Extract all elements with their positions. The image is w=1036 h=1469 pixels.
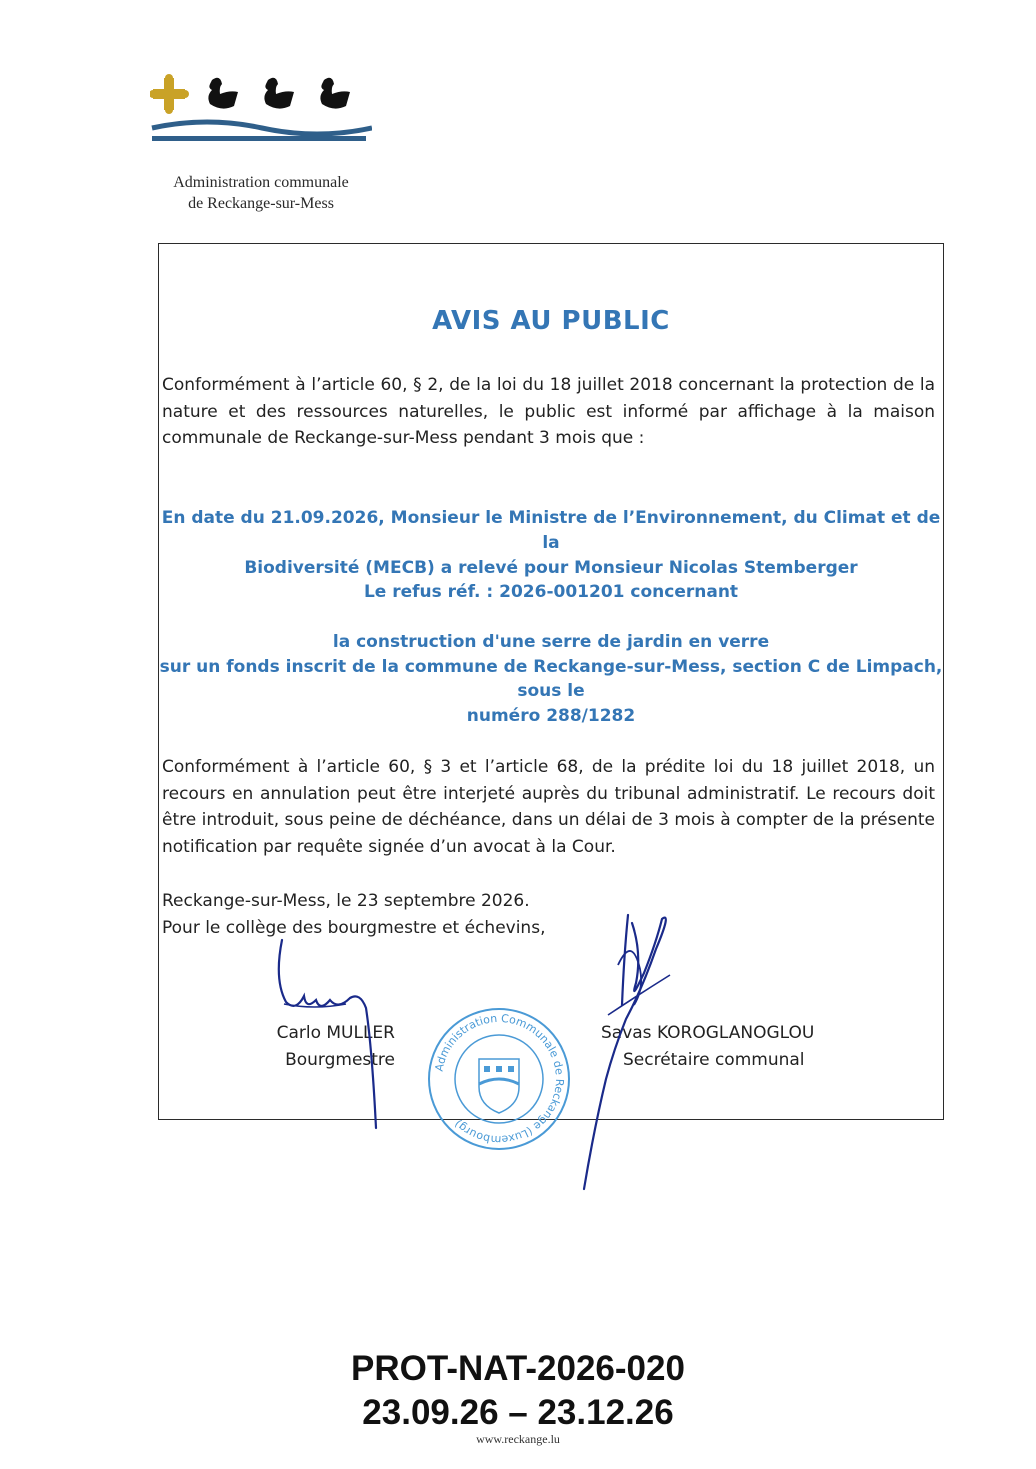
display-period: 23.09.26 – 23.12.26 (362, 1393, 674, 1432)
notice-box (158, 243, 944, 1120)
organization-name (120, 172, 402, 214)
date-and-college (162, 888, 545, 942)
svg-text:Administration Communale de Re: Administration Communale de Reckange (Luxembourg) (432, 1011, 567, 1147)
official-stamp (424, 1004, 574, 1154)
appeal-paragraph: Conformément à l’article 60, § 3 et l’article 68, de la prédite loi du 18 juillet 2018, un recours en annulation peut être interjeté auprès du tribunal administratif. Le recours doit être introduit, sous peine de déchéance, dans un délai de 3 mois à compter de la présente notification par requête signée d’un avocat à la Cour. (162, 757, 935, 857)
secretary-name: Savas KOROGLANOGLOU (601, 1023, 815, 1043)
subject-line-4: numéro 288/1282 (466, 705, 636, 726)
protocol-reference: PROT-NAT-2026-020 (351, 1349, 685, 1388)
decision-line-1: En date du 21.09.2026, Monsieur le Ministre de l’Environnement, du Climat et de la (161, 508, 941, 553)
reckange-coat-of-arms-icon (150, 72, 372, 142)
college-line: Pour le collège des bourgmestre et échevins, (162, 918, 546, 938)
subject-line-1: la construction d'une serre de jardin en verre (332, 632, 770, 652)
website-link[interactable]: www.reckange.lu (476, 1432, 560, 1446)
refusal-reference: Le refus réf. : 2026-001201 concernant (363, 582, 739, 602)
intro-paragraph: Conformément à l’article 60, § 2, de la loi du 18 juillet 2018 concernant la protection de la nature et des ressources naturelles, le public est informé par affichage à la maison communale de Reckange-sur-Mess pendant 3 mois que : (162, 375, 935, 448)
decision-statement (159, 506, 943, 581)
subject-line-2: sur un fonds inscrit de la commune de Reckange-sur-Mess, section C de Limpach, (159, 656, 943, 677)
place-date: Reckange-sur-Mess, le 23 septembre 2026. (162, 891, 530, 911)
signatory-mayor (255, 1020, 395, 1074)
organization-line-2: de Reckange-sur-Mess (188, 195, 334, 212)
signatory-secretary (601, 1020, 841, 1074)
decision-line-2: Biodiversité (MECB) a relevé pour Monsieur Nicolas Stemberger (244, 558, 858, 578)
secretary-role: Secrétaire communal (623, 1050, 805, 1070)
notice-title: AVIS AU PUBLIC (432, 306, 670, 336)
organization-line-1: Administration communale (173, 174, 349, 191)
subject-line-3: sous le (517, 681, 585, 701)
mayor-name: Carlo MULLER (276, 1023, 395, 1043)
mayor-role: Bourgmestre (285, 1050, 395, 1070)
subject-block (159, 630, 943, 728)
